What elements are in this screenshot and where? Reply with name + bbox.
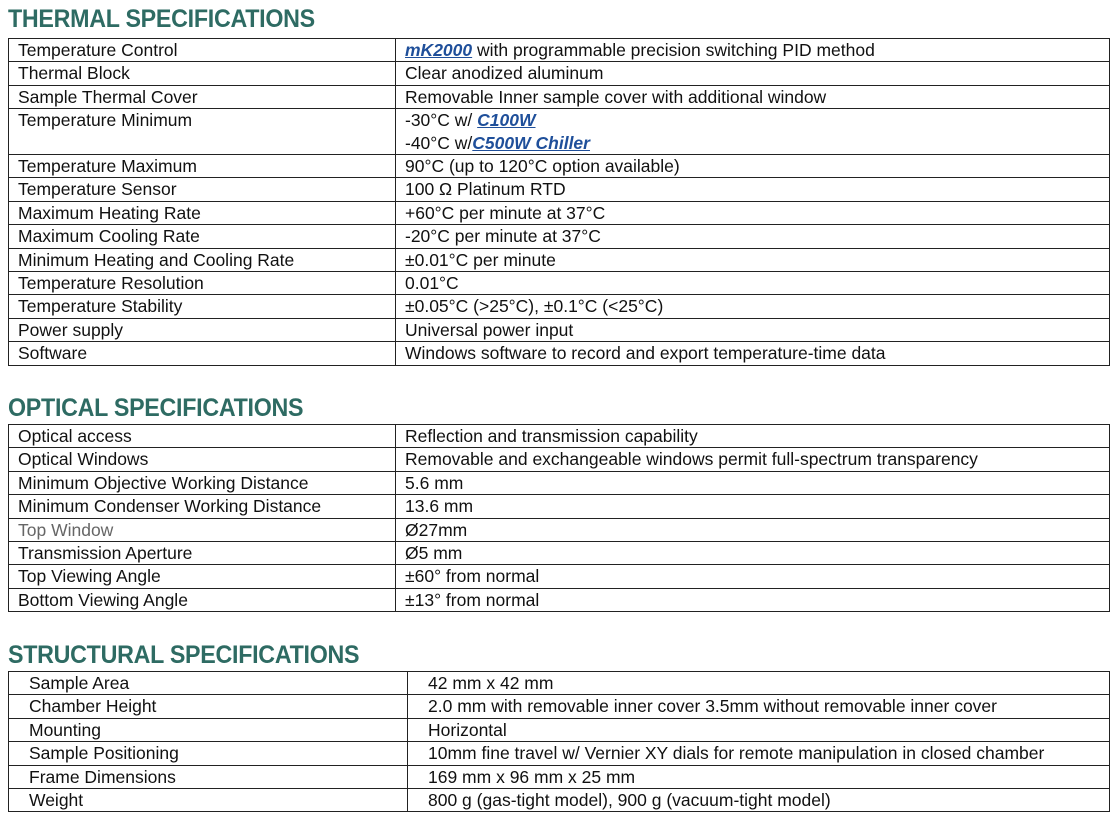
- table-row: [9, 62, 1110, 85]
- row-label: Temperature Resolution: [9, 272, 396, 295]
- table-row: [9, 495, 1110, 518]
- table-row: [9, 672, 1110, 695]
- row-value: Removable Inner sample cover with additional window: [396, 85, 1110, 108]
- thermal-table: [8, 38, 1110, 366]
- table-row: [9, 178, 1110, 201]
- line-text: -40°C w/: [405, 132, 473, 153]
- table-row: [9, 695, 1110, 718]
- row-value: 169 mm x 96 mm x 25 mm: [408, 765, 1110, 788]
- table-row: [9, 342, 1110, 365]
- row-label: Transmission Aperture: [9, 542, 396, 565]
- table-row: [9, 85, 1110, 108]
- table-row: [9, 201, 1110, 224]
- row-label: Power supply: [9, 318, 396, 341]
- row-label: Optical access: [9, 425, 396, 448]
- row-label: Temperature Sensor: [9, 178, 396, 201]
- row-label: Thermal Block: [9, 62, 396, 85]
- row-value: 800 g (gas-tight model), 900 g (vacuum-tight model): [408, 789, 1110, 812]
- table-row: [9, 789, 1110, 812]
- row-label: Mounting: [9, 718, 408, 741]
- table-row: [9, 742, 1110, 765]
- row-value: 42 mm x 42 mm: [408, 672, 1110, 695]
- row-value: Reflection and transmission capability: [396, 425, 1110, 448]
- optical-specifications-section: [8, 394, 1110, 612]
- table-row: [9, 565, 1110, 588]
- c100w-link[interactable]: C100W: [477, 110, 536, 131]
- structural-table: [8, 671, 1110, 812]
- row-label: Frame Dimensions: [9, 765, 408, 788]
- row-value: Clear anodized aluminum: [396, 62, 1110, 85]
- row-value: Horizontal: [408, 718, 1110, 741]
- row-label: Temperature Stability: [9, 295, 396, 318]
- c500w-chiller-link[interactable]: C500W Chiller: [472, 132, 590, 153]
- table-row: [9, 248, 1110, 271]
- row-value: +60°C per minute at 37°C: [396, 201, 1110, 224]
- row-value: 2.0 mm with removable inner cover 3.5mm without removable inner cover: [408, 695, 1110, 718]
- temperature-control-text: with programmable precision switching PID method: [472, 40, 875, 60]
- row-label: Top Window: [9, 518, 396, 541]
- row-label: Weight: [9, 789, 408, 812]
- row-label: Sample Positioning: [9, 742, 408, 765]
- row-label: Chamber Height: [9, 695, 408, 718]
- table-row: [9, 272, 1110, 295]
- table-row: [9, 295, 1110, 318]
- row-value: Windows software to record and export temperature-time data: [396, 342, 1110, 365]
- row-label: Maximum Cooling Rate: [9, 225, 396, 248]
- row-label: Software: [9, 342, 396, 365]
- table-row: [9, 542, 1110, 565]
- row-label: Temperature Control: [9, 39, 396, 62]
- table-row: [9, 588, 1110, 611]
- row-value: Universal power input: [396, 318, 1110, 341]
- row-value: Removable and exchangeable windows permit full-spectrum transparency: [396, 448, 1110, 471]
- row-label: Optical Windows: [9, 448, 396, 471]
- temperature-minimum-line-1: [405, 109, 1109, 131]
- table-row: [9, 39, 1110, 62]
- row-label: Minimum Condenser Working Distance: [9, 495, 396, 518]
- row-value: 90°C (up to 120°C option available): [396, 155, 1110, 178]
- row-value: ±0.05°C (>25°C), ±0.1°C (<25°C): [396, 295, 1110, 318]
- row-label: Temperature Minimum: [9, 109, 396, 155]
- thermal-heading: THERMAL SPECIFICATIONS: [8, 5, 315, 33]
- table-row: [9, 225, 1110, 248]
- row-value: ±60° from normal: [396, 565, 1110, 588]
- row-value: Ø27mm: [396, 518, 1110, 541]
- line-text: -30°C w/: [405, 110, 478, 131]
- row-value: ±0.01°C per minute: [396, 248, 1110, 271]
- table-row: [9, 109, 1110, 155]
- table-row: [9, 718, 1110, 741]
- row-label: Temperature Maximum: [9, 155, 396, 178]
- row-value: 10mm fine travel w/ Vernier XY dials for remote manipulation in closed chamber: [408, 742, 1110, 765]
- table-row: [9, 425, 1110, 448]
- row-value: 13.6 mm: [396, 495, 1110, 518]
- row-value: [396, 39, 1110, 62]
- row-label: Top Viewing Angle: [9, 565, 396, 588]
- row-label: Minimum Objective Working Distance: [9, 471, 396, 494]
- table-row: [9, 448, 1110, 471]
- table-row: [9, 471, 1110, 494]
- row-label: Minimum Heating and Cooling Rate: [9, 248, 396, 271]
- row-value: 0.01°C: [396, 272, 1110, 295]
- row-label: Maximum Heating Rate: [9, 201, 396, 224]
- optical-heading: OPTICAL SPECIFICATIONS: [8, 394, 304, 422]
- row-label: Sample Area: [9, 672, 408, 695]
- table-row: [9, 518, 1110, 541]
- temperature-minimum-line-2: [405, 132, 1109, 154]
- mk2000-link[interactable]: mK2000: [405, 40, 473, 60]
- table-row: [9, 155, 1110, 178]
- row-value: Ø5 mm: [396, 542, 1110, 565]
- structural-specifications-section: [8, 641, 1110, 812]
- row-label: Bottom Viewing Angle: [9, 588, 396, 611]
- table-row: [9, 765, 1110, 788]
- row-value: 5.6 mm: [396, 471, 1110, 494]
- row-value: 100 Ω Platinum RTD: [396, 178, 1110, 201]
- row-label: Sample Thermal Cover: [9, 85, 396, 108]
- optical-table: [8, 424, 1110, 612]
- row-value: -20°C per minute at 37°C: [396, 225, 1110, 248]
- thermal-specifications-section: [8, 5, 1110, 366]
- row-value: [396, 109, 1110, 155]
- row-value: ±13° from normal: [396, 588, 1110, 611]
- structural-heading: STRUCTURAL SPECIFICATIONS: [8, 641, 360, 669]
- table-row: [9, 318, 1110, 341]
